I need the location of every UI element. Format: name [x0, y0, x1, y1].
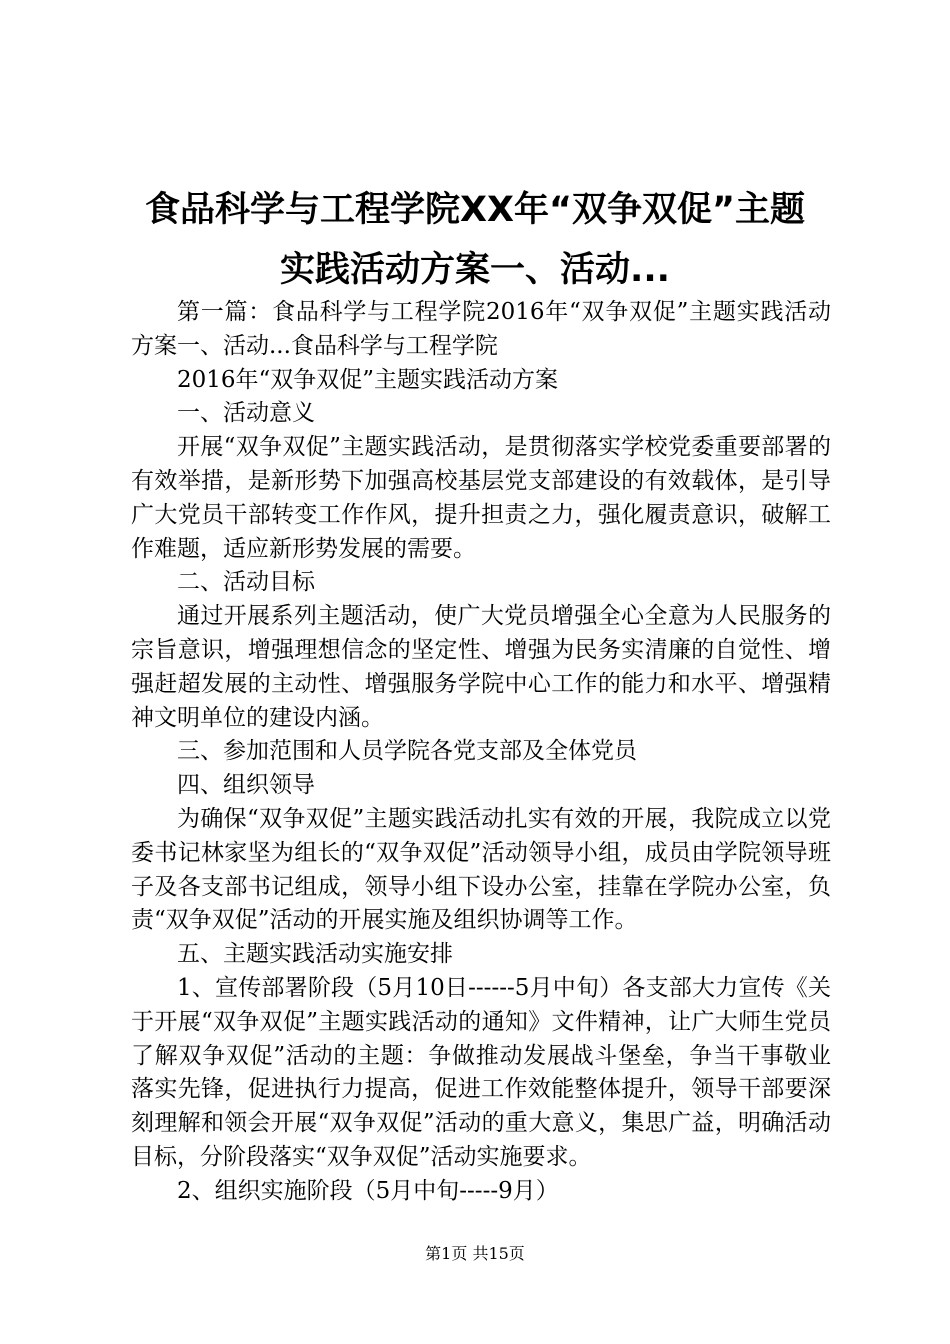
- paragraph-leadership: 为确保“双争双促”主题实践活动扎实有效的开展，我院成立以党委书记林家坚为组长的“双争双促”活动领导小组，成员由学院领导班子及各支部书记组成，领导小组下设办公室，挂靠在学院办公室，负责“双争双促”活动的开展实施及组织协调等工作。: [131, 805, 831, 934]
- section-heading-3: 三、参加范围和人员学院各党支部及全体党员: [177, 738, 637, 765]
- paragraph-goals: 通过开展系列主题活动，使广大党员增强全心全意为人民服务的宗旨意识，增强理想信念的坚定性、增强为民务实清廉的自觉性、增强赶超发展的主动性、增强服务学院中心工作的能力和水平、增强精神文明单位的建设内涵。: [131, 603, 831, 731]
- document-body: [131, 296, 831, 1209]
- document-title-line-1: 食品科学与工程学院XX年“双争双促”主题: [145, 190, 805, 230]
- paragraph-subtitle: 2016年“双争双促”主题实践活动方案: [177, 366, 559, 393]
- section-heading-2: 二、活动目标: [177, 569, 315, 596]
- paragraph-phase-1: 1、宣传部署阶段（5月10日------5月中旬）各支部大力宣传《关于开展“双争双促”主题实践活动的通知》文件精神，让广大师生党员了解双争双促”活动的主题：争做推动发展战斗堡垒，争当干事敬业落实先锋，促进执行力提高，促进工作效能整体提升，领导干部要深刻理解和领会开展“双争双促”活动的重大意义，集思广益，明确活动目标，分阶段落实“双争双促”活动实施要求。: [131, 974, 831, 1170]
- section-heading-5: 五、主题实践活动实施安排: [177, 941, 453, 968]
- paragraph-phase-2: 2、组织实施阶段（5月中旬-----9月）: [177, 1177, 559, 1204]
- section-heading-4: 四、组织领导: [177, 772, 315, 799]
- paragraph-significance: 开展“双争双促”主题实践活动，是贯彻落实学校党委重要部署的有效举措，是新形势下加强高校基层党支部建设的有效载体，是引导广大党员干部转变工作作风，提升担责之力，强化履责意识，破解工作难题，适应新形势发展的需要。: [131, 434, 831, 562]
- section-heading-1: 一、活动意义: [177, 400, 315, 427]
- page-footer: 第1页 共15页: [425, 1244, 525, 1263]
- paragraph-intro: 第一篇：食品科学与工程学院2016年“双争双促”主题实践活动方案一、活动...食品科学与工程学院: [131, 299, 831, 359]
- document-title-line-2: 实践活动方案一、活动...: [280, 250, 670, 290]
